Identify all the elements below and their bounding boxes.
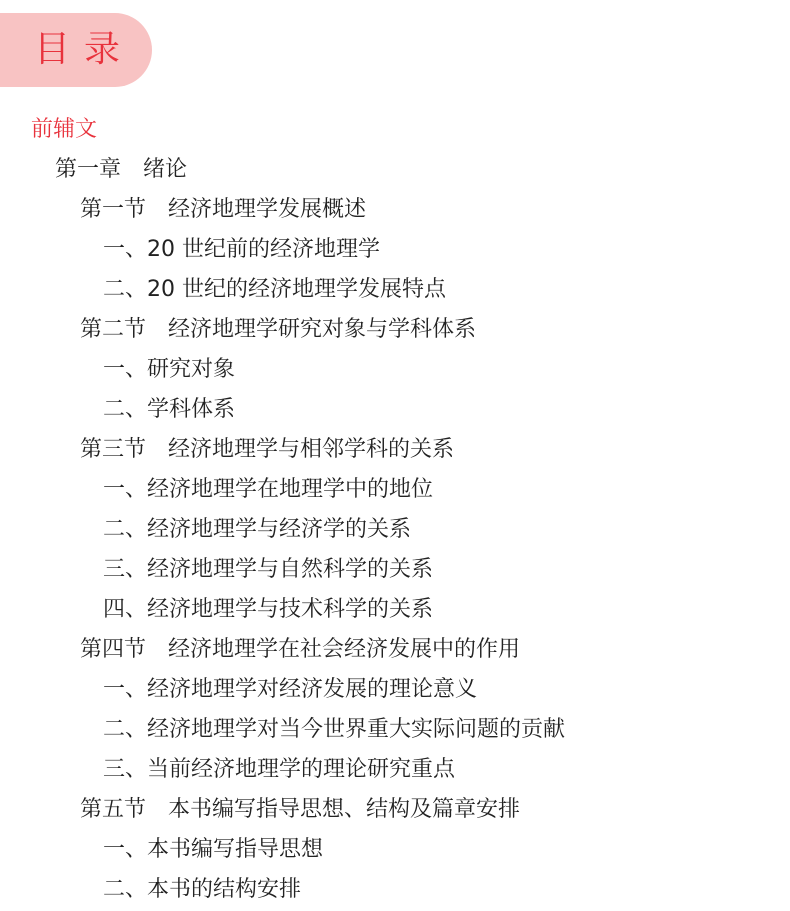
toc-section-link[interactable]: 第一节 经济地理学发展概述 bbox=[80, 197, 367, 222]
toc-subsection-link[interactable]: 一、20 世纪前的经济地理学 bbox=[103, 237, 380, 262]
toc-subsection-link[interactable]: 二、20 世纪的经济地理学发展特点 bbox=[103, 277, 446, 302]
toc-section-link[interactable]: 第五节 本书编写指导思想、结构及篇章安排 bbox=[80, 797, 521, 822]
toc-subsection-link[interactable]: 一、本书编写指导思想 bbox=[103, 837, 324, 862]
toc-subsection-link[interactable]: 二、经济地理学与经济学的关系 bbox=[103, 517, 412, 542]
toc-subsection-link[interactable]: 三、当前经济地理学的理论研究重点 bbox=[103, 757, 456, 782]
toc-section-link[interactable]: 第二节 经济地理学研究对象与学科体系 bbox=[80, 317, 477, 342]
table-of-contents bbox=[0, 110, 790, 910]
page-title: 目录 bbox=[34, 29, 135, 70]
toc-section-link[interactable]: 第四节 经济地理学在社会经济发展中的作用 bbox=[80, 637, 521, 662]
toc-subsection-link[interactable]: 一、研究对象 bbox=[103, 357, 236, 382]
toc-subsection-link[interactable]: 一、经济地理学在地理学中的地位 bbox=[103, 477, 434, 502]
toc-subsection-link[interactable]: 三、经济地理学与自然科学的关系 bbox=[103, 557, 434, 582]
toc-chapter-link[interactable]: 第一章 绪论 bbox=[55, 157, 188, 182]
toc-front-matter-link[interactable]: 前辅文 bbox=[31, 117, 98, 142]
toc-subsection-link[interactable]: 二、经济地理学对当今世界重大实际问题的贡献 bbox=[103, 717, 566, 742]
toc-subsection-link[interactable]: 一、经济地理学对经济发展的理论意义 bbox=[103, 677, 478, 702]
toc-section-link[interactable]: 第三节 经济地理学与相邻学科的关系 bbox=[80, 437, 455, 462]
toc-subsection-link[interactable]: 二、学科体系 bbox=[103, 397, 236, 422]
toc-subsection-link[interactable]: 四、经济地理学与技术科学的关系 bbox=[103, 597, 434, 622]
toc-title-badge bbox=[0, 13, 152, 87]
toc-subsection-link[interactable]: 二、本书的结构安排 bbox=[103, 877, 302, 902]
